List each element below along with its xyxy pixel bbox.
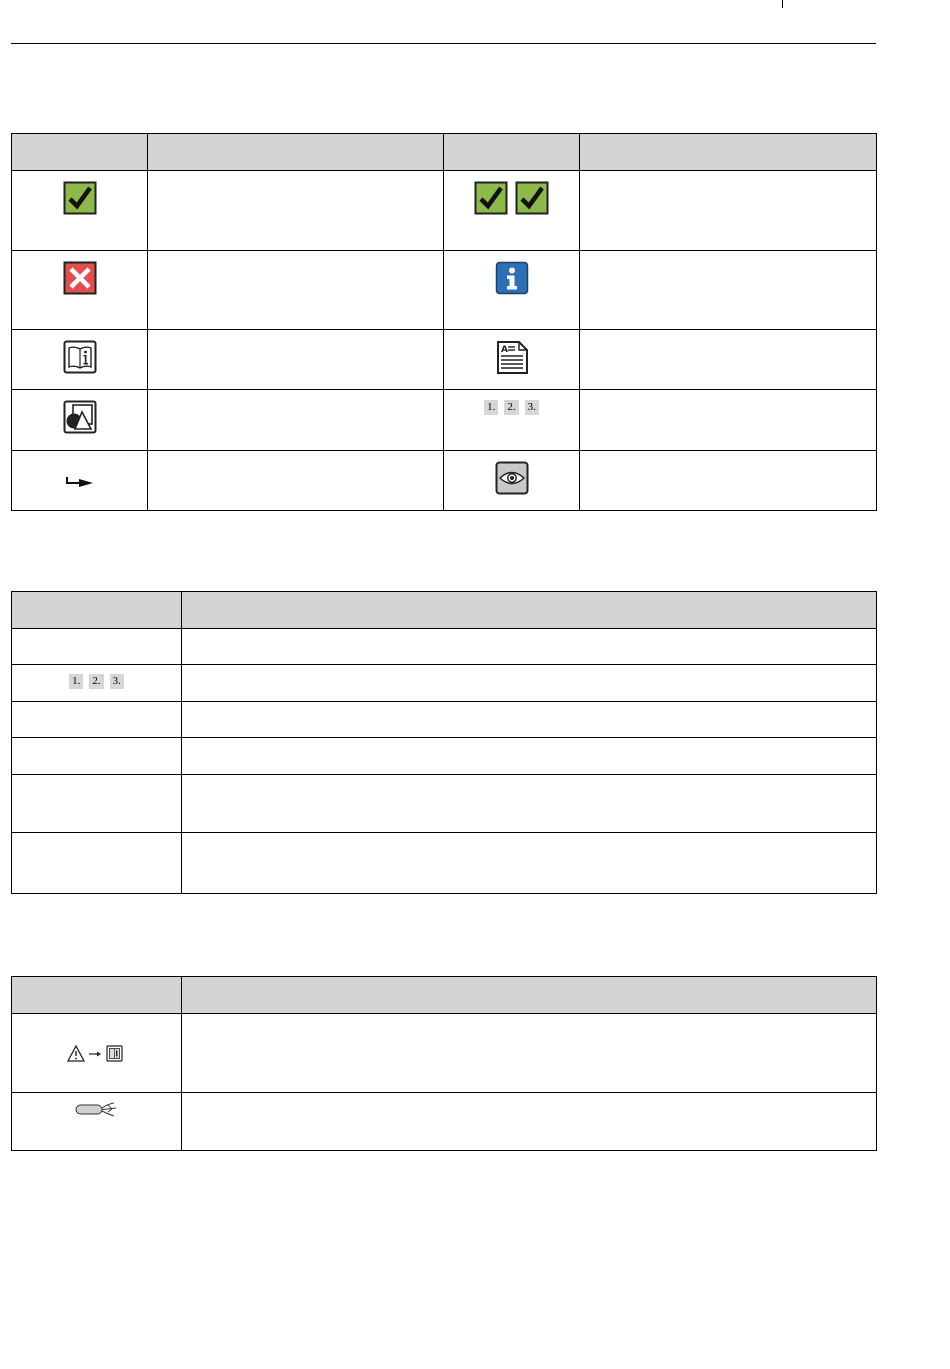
symbol-cell <box>12 1093 182 1151</box>
step-number: 1. <box>69 674 83 689</box>
symbols-table-3 <box>11 976 877 1151</box>
description-cell <box>182 775 877 833</box>
description-cell <box>182 833 877 894</box>
result-arrow-icon <box>63 463 97 497</box>
description-cell <box>182 665 877 702</box>
header-cell <box>182 977 877 1014</box>
table-header-row <box>12 977 877 1014</box>
step-number: 2. <box>504 400 518 415</box>
checkbox-red-cross-icon <box>63 261 97 295</box>
description-cell <box>580 451 877 511</box>
table-row <box>12 738 877 775</box>
table-row <box>12 1014 877 1093</box>
symbol-cell <box>12 629 182 665</box>
description-cell <box>580 330 877 390</box>
symbols-table-1 <box>11 133 877 511</box>
book-info-icon <box>63 340 97 374</box>
symbol-cell <box>444 251 580 330</box>
table-row <box>12 451 877 511</box>
table-row <box>12 171 877 251</box>
symbol-cell <box>444 330 580 390</box>
description-cell <box>182 702 877 738</box>
table-row <box>12 251 877 330</box>
symbol-cell <box>444 171 580 251</box>
description-cell <box>182 738 877 775</box>
header-cell <box>12 592 182 629</box>
warning-to-manual-icon <box>67 1043 127 1065</box>
table-row <box>12 330 877 390</box>
table-header-row <box>12 592 877 629</box>
description-cell <box>182 629 877 665</box>
svg-text:A: A <box>500 345 508 355</box>
double-checkbox-green-icon <box>474 181 550 215</box>
symbol-cell <box>444 451 580 511</box>
numbered-steps-label <box>484 400 539 415</box>
table-header-row <box>12 134 877 171</box>
graphic-reference-icon <box>63 400 97 434</box>
description-cell <box>580 171 877 251</box>
numbered-steps-label <box>69 674 124 689</box>
header-cell <box>444 134 580 171</box>
header-cell <box>12 977 182 1014</box>
symbol-cell <box>12 665 182 702</box>
symbol-cell <box>12 833 182 894</box>
header-cell <box>148 134 444 171</box>
description-cell <box>148 251 444 330</box>
info-blue-icon <box>495 261 529 295</box>
symbol-cell <box>12 451 148 511</box>
step-number: 2. <box>89 674 103 689</box>
cable-icon <box>74 1100 120 1120</box>
description-cell <box>148 330 444 390</box>
symbols-table-2 <box>11 591 877 894</box>
description-cell <box>148 390 444 451</box>
table-row <box>12 629 877 665</box>
description-cell <box>148 171 444 251</box>
description-cell <box>580 390 877 451</box>
step-number: 3. <box>525 400 539 415</box>
step-number: 3. <box>110 674 124 689</box>
header-cell <box>12 134 148 171</box>
symbol-cell <box>12 171 148 251</box>
document-page-icon <box>495 340 529 374</box>
header-cell <box>580 134 877 171</box>
eye-inspection-icon <box>495 461 529 495</box>
step-number: 1. <box>484 400 498 415</box>
symbol-cell <box>12 251 148 330</box>
symbol-cell <box>12 330 148 390</box>
table-row <box>12 702 877 738</box>
table-row <box>12 775 877 833</box>
page-edge-mark <box>782 0 783 8</box>
description-cell <box>182 1014 877 1093</box>
table-row <box>12 833 877 894</box>
symbol-cell <box>12 702 182 738</box>
table-row <box>12 665 877 702</box>
table-row <box>12 390 877 451</box>
symbol-cell <box>12 390 148 451</box>
checkbox-green-icon <box>63 181 97 215</box>
symbol-cell <box>12 738 182 775</box>
header-cell <box>182 592 877 629</box>
header-rule <box>11 43 876 44</box>
description-cell <box>182 1093 877 1151</box>
description-cell <box>580 251 877 330</box>
symbol-cell <box>444 390 580 451</box>
description-cell <box>148 451 444 511</box>
symbol-cell <box>12 1014 182 1093</box>
symbol-cell <box>12 775 182 833</box>
table-row <box>12 1093 877 1151</box>
